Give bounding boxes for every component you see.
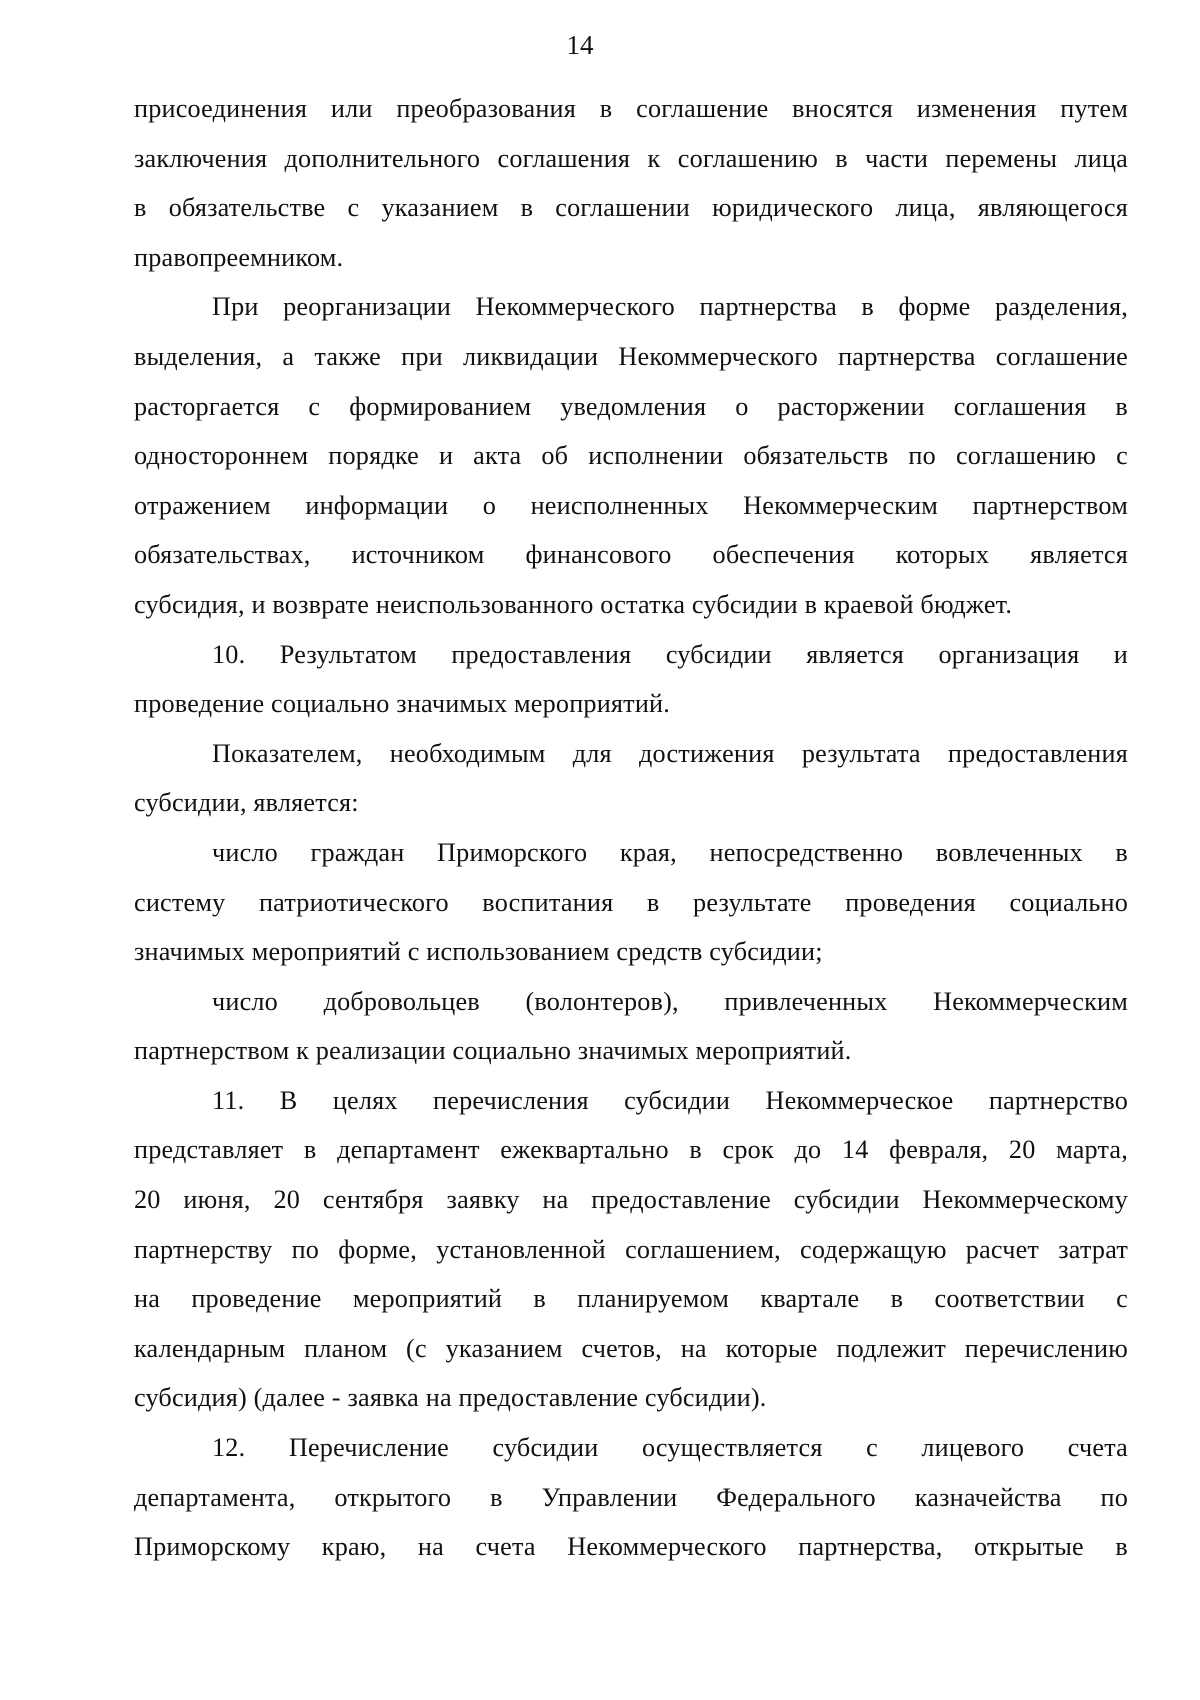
paragraph-line: обязательствах, источником финансового обеспечения которых является [134,540,1128,570]
paragraph-line: партнерству по форме, установленной соглашением, содержащую расчет затрат [134,1234,1128,1264]
paragraph-line: одностороннем порядке и акта об исполнении обязательств по соглашению с [134,441,1128,471]
paragraph-line: систему патриотического воспитания в результате проведения социально [134,887,1128,917]
paragraph-line: в обязательстве с указанием в соглашении юридического лица, являющегося [134,193,1128,223]
paragraph-line: расторгается с формированием уведомления о расторжении соглашения в [134,391,1128,421]
paragraph-line: 20 июня, 20 сентября заявку на предоставление субсидии Некоммерческому [134,1185,1128,1215]
paragraph-line: 11. В целях перечисления субсидии Некоммерческое партнерство [212,1085,1128,1115]
paragraph-line: отражением информации о неисполненных Некоммерческим партнерством [134,490,1128,520]
paragraph-line: 10. Результатом предоставления субсидии является организация и [212,639,1128,669]
paragraph-line: число граждан Приморского края, непосредственно вовлеченных в [212,837,1128,867]
paragraph-line: департамента, открытого в Управлении Федерального казначейства по [134,1482,1128,1512]
paragraph [134,84,1128,282]
paragraph-line: значимых мероприятий с использованием средств субсидии; [134,937,823,967]
paragraph-line: При реорганизации Некоммерческого партнерства в форме разделения, [212,292,1128,322]
paragraph-line: правопреемником. [134,242,344,272]
paragraph-line: проведение социально значимых мероприятий. [134,689,670,719]
paragraph-line: Приморскому краю, на счета Некоммерческого партнерства, открытые в [134,1532,1128,1562]
paragraph [134,630,1128,729]
paragraph [134,1076,1128,1423]
paragraph-line: 12. Перечисление субсидии осуществляется с лицевого счета [212,1433,1128,1463]
paragraph [134,977,1128,1076]
paragraph-line: число добровольцев (волонтеров), привлеченных Некоммерческим [212,986,1128,1016]
paragraph [134,282,1128,629]
paragraph-line: субсидия, и возврате неиспользованного остатка субсидии в краевой бюджет. [134,589,1013,619]
paragraph-line: присоединения или преобразования в соглашение вносятся изменения путем [134,94,1128,123]
paragraph-line: выделения, а также при ликвидации Некоммерческого партнерства соглашение [134,341,1128,371]
paragraph-line: субсидии, является: [134,788,359,818]
paragraph [134,729,1128,828]
document-body [134,84,1128,1572]
paragraph-line: календарным планом (с указанием счетов, на которые подлежит перечислению [134,1333,1128,1363]
paragraph-line: заключения дополнительного соглашения к соглашению в части перемены лица [134,143,1128,173]
paragraph [134,1423,1128,1572]
paragraph-line: на проведение мероприятий в планируемом квартале в соответствии с [134,1284,1128,1314]
paragraph [134,828,1128,977]
paragraph-line: Показателем, необходимым для достижения результата предоставления [212,738,1128,768]
paragraph-line: партнерством к реализации социально значимых мероприятий. [134,1036,852,1066]
paragraph-line: субсидия) (далее - заявка на предоставление субсидии). [134,1383,767,1413]
page-number: 14 [566,30,594,60]
paragraph-line: представляет в департамент ежеквартально в срок до 14 февраля, 20 марта, [134,1135,1128,1165]
